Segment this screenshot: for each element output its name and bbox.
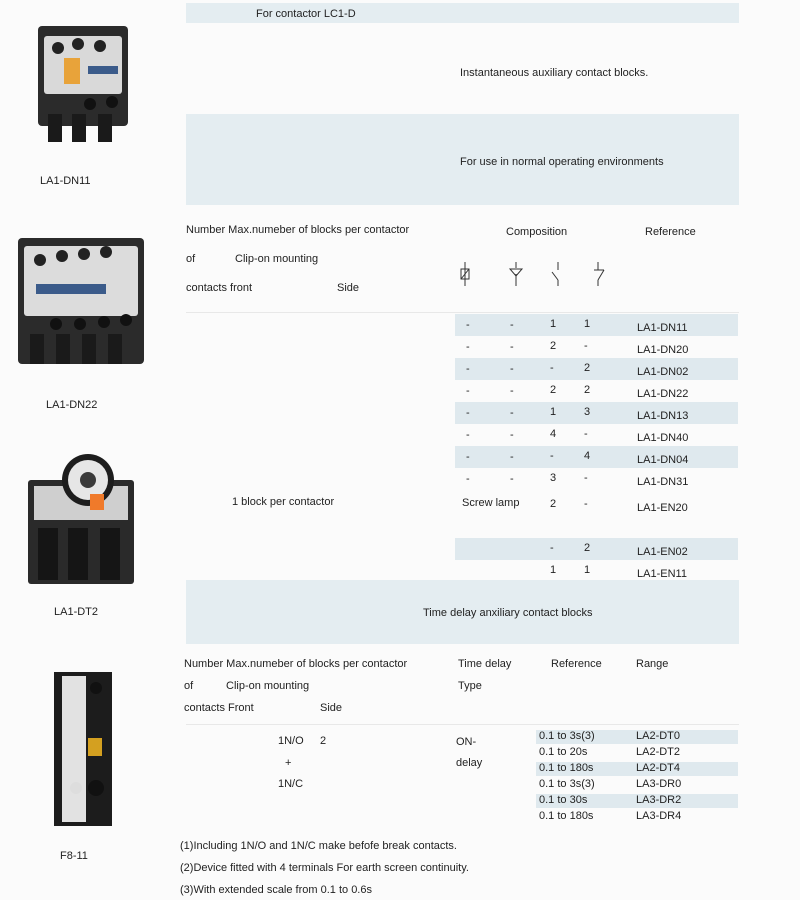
table2-header-col1-line3a: contacts Front xyxy=(184,702,254,714)
table2-cell-range: 0.1 to 3s(3) xyxy=(539,730,595,742)
table1-cell-col1: - xyxy=(466,451,470,463)
table1-cell-col3: 1 xyxy=(550,318,557,330)
table1-lamp-cell-col4: - xyxy=(584,498,588,510)
screw-lamp-label: Screw lamp xyxy=(462,497,520,509)
table1-cell-reference: LA1-DN02 xyxy=(637,366,689,378)
table2-cell-range: 0.1 to 180s xyxy=(539,762,594,774)
product-label-la1-dn22: LA1-DN22 xyxy=(46,399,98,411)
table2-cell-range: 0.1 to 3s(3) xyxy=(539,778,595,790)
table2-header-col1-line2a: of xyxy=(184,680,194,692)
table2-header-col1-line3b: Side xyxy=(320,702,343,714)
table1-cell-reference: LA1-DN20 xyxy=(637,344,689,356)
table2-cell-reference: LA2-DT0 xyxy=(636,730,681,742)
table1-lamp-row-bg xyxy=(455,538,738,560)
table1-cell-col3: - xyxy=(550,362,554,374)
footnote-3: (3)With extended scale from 0.1 to 0.6s xyxy=(180,884,372,896)
table1-lamp-cell-col3: 1 xyxy=(550,564,557,576)
section1-title: Instantaneous auxiliary contact blocks. xyxy=(460,67,649,79)
table1-cell-col1: - xyxy=(466,385,470,397)
table1-lamp-cell-reference: LA1-EN20 xyxy=(637,502,688,514)
table2-cell-reference: LA3-DR0 xyxy=(636,778,682,790)
table1-cell-col2: - xyxy=(510,451,514,463)
table2-cell-range: 0.1 to 30s xyxy=(539,794,588,806)
table2-cell-reference: LA2-DT2 xyxy=(636,746,681,758)
table1-cell-col1: - xyxy=(466,319,470,331)
table1-header-reference: Reference xyxy=(645,226,696,238)
table1-cell-col4: 2 xyxy=(584,384,591,396)
section1-environment: For use in normal operating environments xyxy=(460,156,664,168)
table1-header-col1-line2b: Clip-on mounting xyxy=(235,253,319,265)
product-image-la1-dt2 xyxy=(20,450,140,596)
table1-cell-col2: - xyxy=(510,341,514,353)
nc-late-icon xyxy=(456,262,474,286)
table1-cell-col2: - xyxy=(510,319,514,331)
footnote-2: (2)Device fitted with 4 terminals For earth screen continuity. xyxy=(180,862,469,874)
product-image-la1-dn22 xyxy=(10,228,150,378)
table1-cell-col3: 2 xyxy=(550,384,557,396)
table1-cell-col1: - xyxy=(466,429,470,441)
table2-cell-reference: LA3-DR4 xyxy=(636,810,682,822)
table1-cell-reference: LA1-DN11 xyxy=(637,322,688,334)
table1-header-composition: Composition xyxy=(506,226,568,238)
table1-cell-col4: - xyxy=(584,428,588,440)
table1-cell-reference: LA1-DN04 xyxy=(637,454,689,466)
table1-cell-col4: 3 xyxy=(584,406,591,418)
product-image-f8-11 xyxy=(48,668,118,830)
time-delay-block-icon xyxy=(20,450,140,596)
table1-cell-reference: LA1-DN40 xyxy=(637,432,689,444)
table1-cell-col4: 1 xyxy=(584,318,591,330)
table2-contacts-nc: 1N/C xyxy=(278,778,304,790)
table1-cell-col1: - xyxy=(466,407,470,419)
table1-row-bg xyxy=(455,358,738,380)
table1-cell-col2: - xyxy=(510,473,514,485)
table1-lamp-cell-reference: LA1-EN11 xyxy=(637,568,687,580)
table2-contacts-plus: + xyxy=(285,757,292,769)
table2-separator xyxy=(186,724,739,725)
contactor-note: For contactor LC1-D xyxy=(256,8,356,20)
product-label-la1-dn11: LA1-DN11 xyxy=(40,175,91,187)
table2-header-type: Type xyxy=(458,680,482,692)
table1-header-col1-line3a: contacts front xyxy=(186,282,253,294)
table1-row-bg xyxy=(455,402,738,424)
table1-cell-col3: 3 xyxy=(550,472,557,484)
table2-header-time-delay: Time delay xyxy=(458,658,512,670)
footnote-1: (1)Including 1N/O and 1N/C make befofe break contacts. xyxy=(180,840,457,852)
table1-cell-reference: LA1-DN31 xyxy=(637,476,689,488)
table2-cell-reference: LA2-DT4 xyxy=(636,762,681,774)
table2-cell-range: 0.1 to 20s xyxy=(539,746,588,758)
table2-type-line2: delay xyxy=(456,757,483,769)
product-label-la1-dt2: LA1-DT2 xyxy=(54,606,99,618)
table2-contacts-count: 2 xyxy=(320,735,327,747)
table1-cell-reference: LA1-DN13 xyxy=(637,410,689,422)
table2-header-reference: Reference xyxy=(551,658,602,670)
table1-header-col1-line2a: of xyxy=(186,253,196,265)
section2-title: Time delay anxiliary contact blocks xyxy=(423,607,593,619)
nc-contact-icon xyxy=(590,262,608,286)
block-note: 1 block per contactor xyxy=(232,496,335,508)
table1-lamp-cell-col4: 1 xyxy=(584,564,591,576)
table1-cell-reference: LA1-DN22 xyxy=(637,388,689,400)
table2-header-range: Range xyxy=(636,658,669,670)
table1-cell-col2: - xyxy=(510,363,514,375)
table1-cell-col3: 4 xyxy=(550,428,557,440)
table1-cell-col1: - xyxy=(466,341,470,353)
table2-type-line1: ON- xyxy=(456,736,477,748)
table2-header-col1-line2b: Clip-on mounting xyxy=(226,680,310,692)
table1-cell-col3: 1 xyxy=(550,406,557,418)
product-image-la1-dn11 xyxy=(28,18,140,156)
no-early-icon xyxy=(507,262,525,286)
side-mount-contact-block-icon xyxy=(48,668,118,830)
product-label-f8-11: F8-11 xyxy=(60,850,88,862)
table1-lamp-cell-col3: 2 xyxy=(550,498,557,510)
table1-lamp-cell-col3: - xyxy=(550,542,554,554)
table1-cell-col1: - xyxy=(466,363,470,375)
table1-cell-col4: 4 xyxy=(584,450,591,462)
table1-lamp-cell-reference: LA1-EN02 xyxy=(637,546,688,558)
table2-header-col1-line1: Number Max.numeber of blocks per contactor xyxy=(184,658,408,670)
table1-row-bg xyxy=(455,446,738,468)
table1-cell-col4: - xyxy=(584,472,588,484)
table1-cell-col2: - xyxy=(510,385,514,397)
table1-row-bg xyxy=(455,314,738,336)
table1-cell-col1: - xyxy=(466,473,470,485)
no-contact-icon xyxy=(548,262,566,286)
auxiliary-contact-block-4pole-icon xyxy=(10,228,150,378)
table1-cell-col3: 2 xyxy=(550,340,557,352)
table2-cell-reference: LA3-DR2 xyxy=(636,794,682,806)
table1-cell-col3: - xyxy=(550,450,554,462)
table1-header-col1-line1: Number Max.numeber of blocks per contactor xyxy=(186,224,410,236)
table1-cell-col2: - xyxy=(510,429,514,441)
table1-cell-col4: - xyxy=(584,340,588,352)
table1-cell-col4: 2 xyxy=(584,362,591,374)
table1-separator xyxy=(186,312,739,313)
table2-cell-range: 0.1 to 180s xyxy=(539,810,594,822)
table2-contacts-no: 1N/O xyxy=(278,735,304,747)
table1-cell-col2: - xyxy=(510,407,514,419)
table1-lamp-cell-col4: 2 xyxy=(584,542,591,554)
auxiliary-contact-block-2pole-icon xyxy=(28,18,140,156)
table1-header-col1-line3b: Side xyxy=(337,282,360,294)
